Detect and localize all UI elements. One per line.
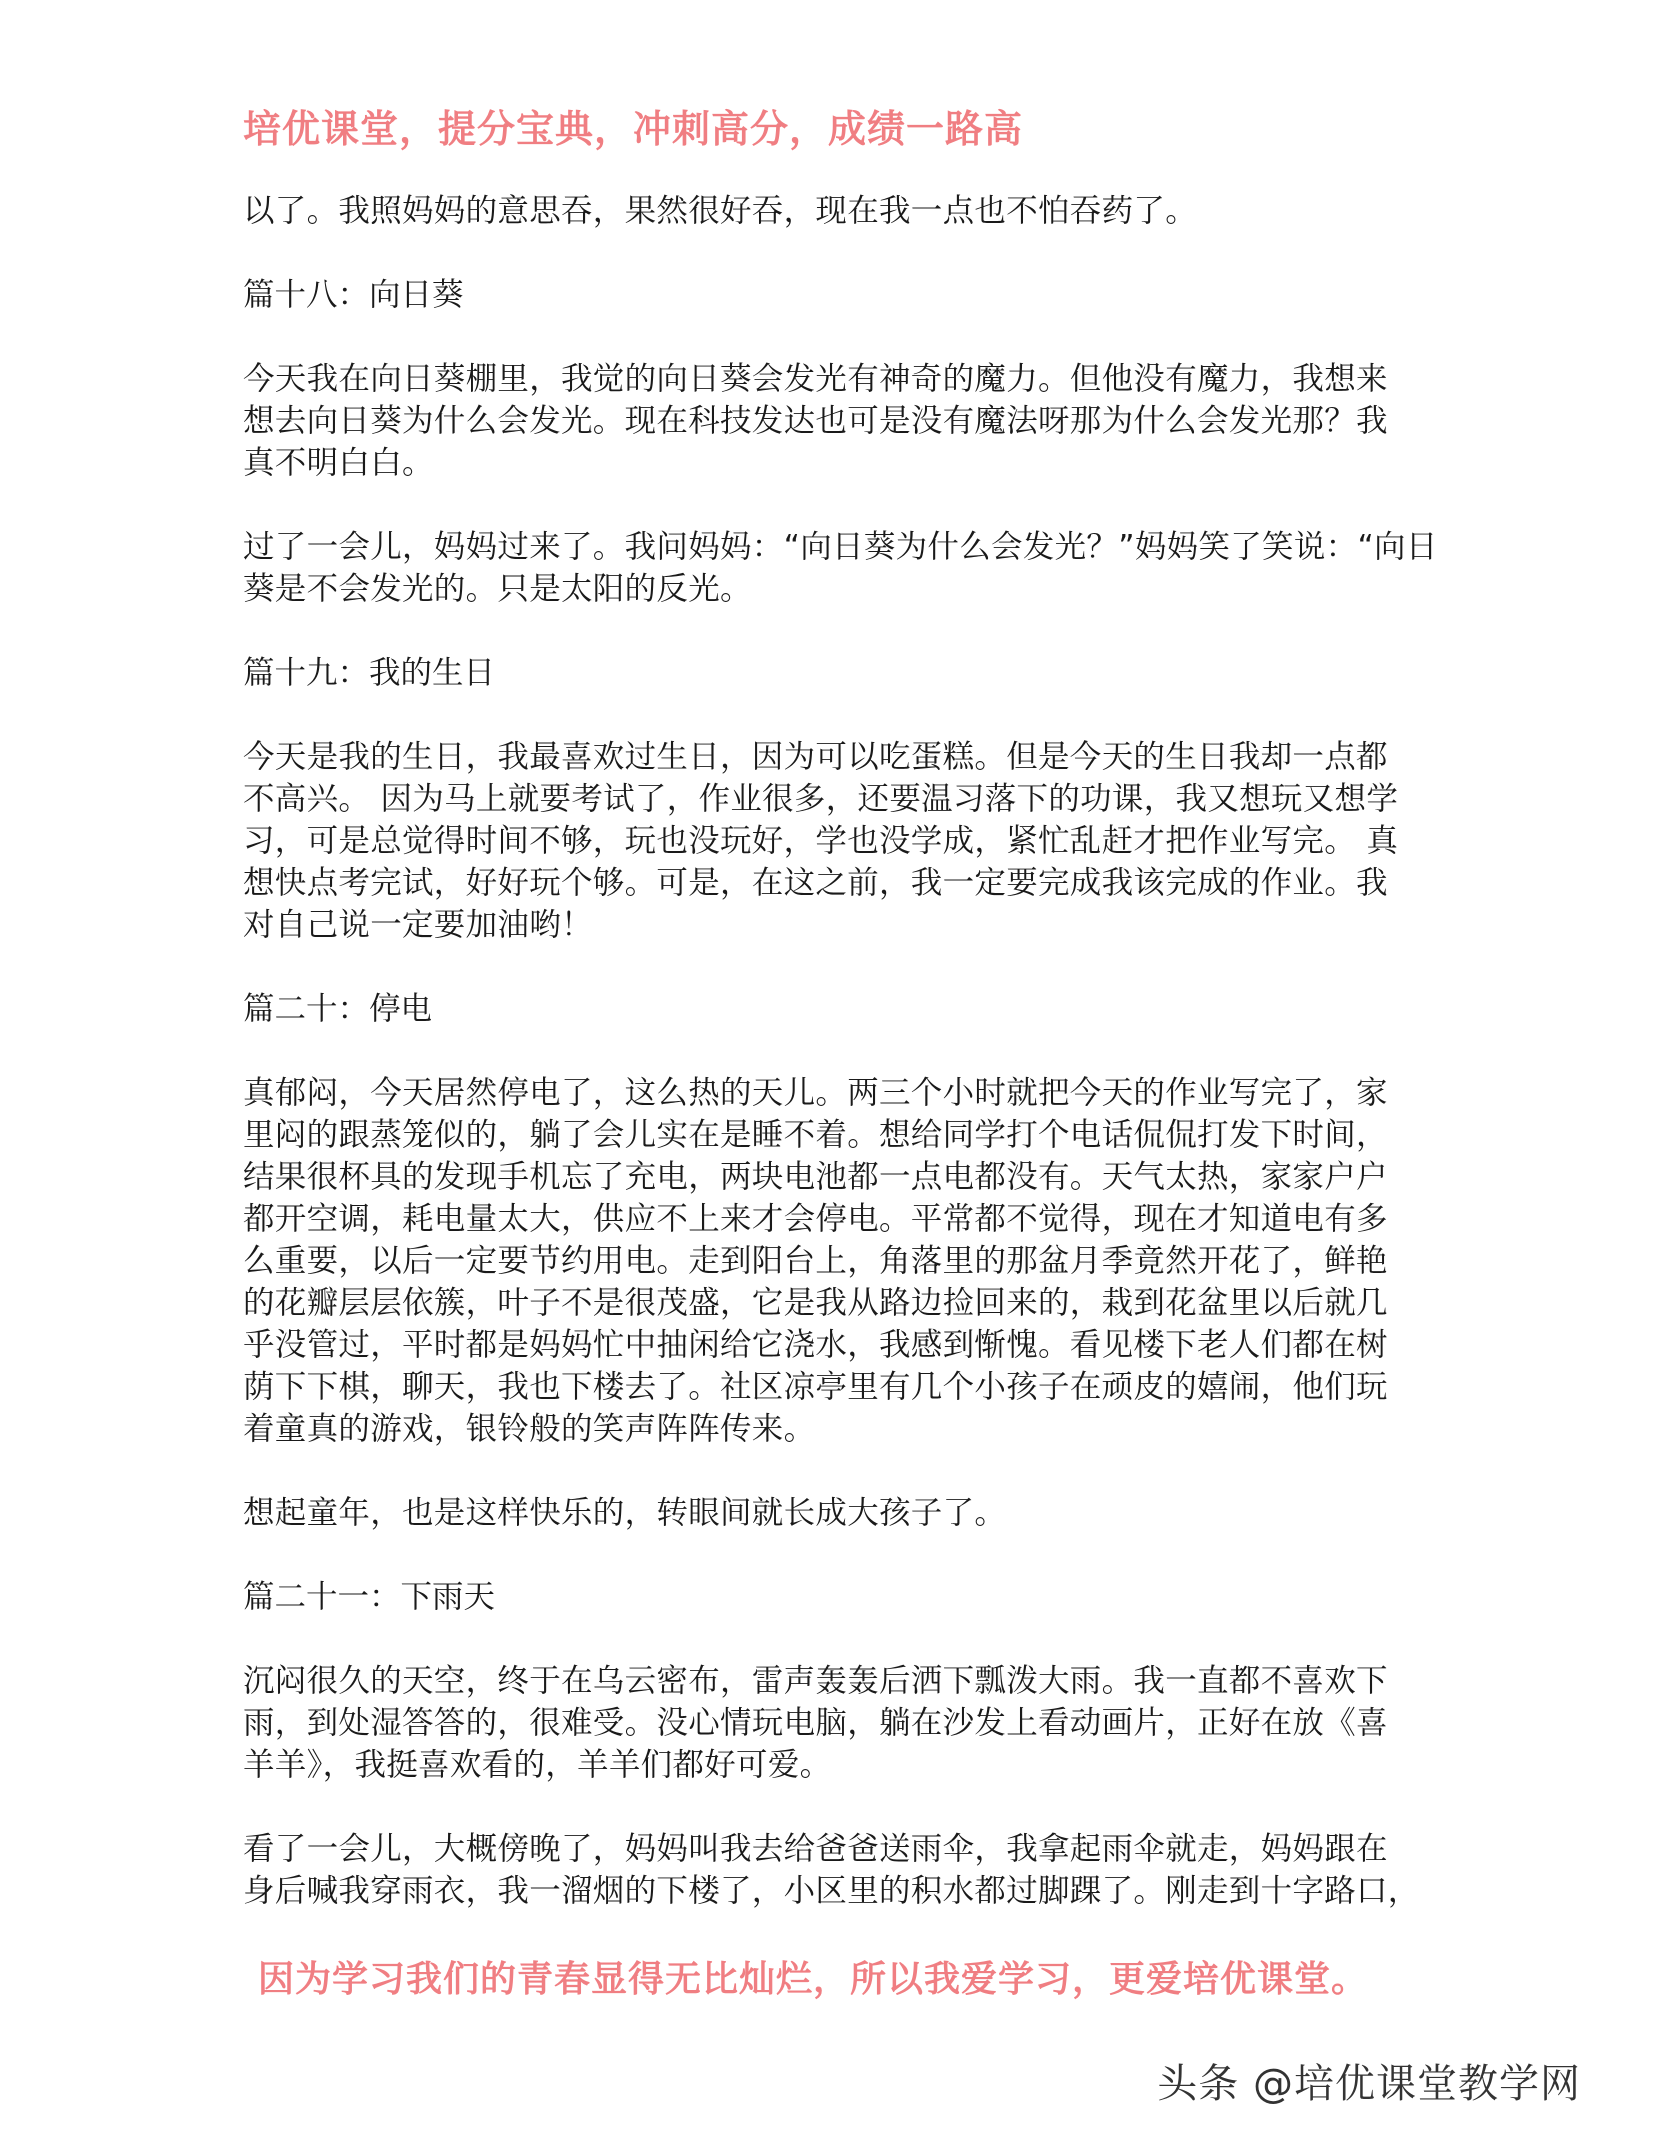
footer-slogan: 因为学习我们的青春显得无比灿烂，所以我爱学习，更爱培优课堂。 — [258, 1959, 1369, 2000]
text-line: 着童真的游戏，银铃般的笑声阵阵传来。 — [243, 1411, 816, 1447]
text-line: 乎没管过，平时都是妈妈忙中抽闲给它浇水，我感到惭愧。看见楼下老人们都在树 — [243, 1327, 1388, 1363]
text-line: 的花瓣层层依簇，叶子不是很茂盛，它是我从路边捡回来的，栽到花盆里以后就几 — [243, 1285, 1388, 1321]
text-line: 想起童年，也是这样快乐的，转眼间就长成大孩子了。 — [243, 1495, 1007, 1531]
text-line: 习，可是总觉得时间不够，玩也没玩好，学也没学成，紧忙乱赶才把作业写完。 真 — [243, 823, 1399, 859]
text-line: 想去向日葵为什么会发光。现在科技发达也可是没有魔法呀那为什么会发光那？我 — [243, 403, 1388, 439]
text-line: 看了一会儿，大概傍晚了，妈妈叫我去给爸爸送雨伞，我拿起雨伞就走，妈妈跟在 — [243, 1831, 1388, 1867]
text-line: 么重要，以后一定要节约用电。走到阳台上，角落里的那盆月季竟然开花了，鲜艳 — [243, 1243, 1388, 1279]
section-title: 篇二十：停电 — [243, 991, 433, 1027]
paragraph — [243, 1492, 1415, 1534]
text-line: 想快点考完试，好好玩个够。可是，在这之前，我一定要完成我该完成的作业。我 — [243, 865, 1388, 901]
watermark: 头条 @培优课堂教学网 — [1157, 2061, 1581, 2107]
text-line: 今天我在向日葵棚里，我觉的向日葵会发光有神奇的魔力。但他没有魔力，我想来 — [243, 361, 1388, 397]
paragraph — [243, 190, 1415, 232]
paragraph — [243, 358, 1415, 484]
paragraph — [243, 1828, 1420, 1912]
text-line: 雨，到处湿答答的，很难受。没心情玩电脑，躺在沙发上看动画片，正好在放《喜 — [243, 1705, 1388, 1741]
paragraph — [243, 1072, 1415, 1450]
article-body — [243, 190, 1438, 1954]
text-line: 荫下下棋，聊天，我也下楼去了。社区凉亭里有几个小孩子在顽皮的嬉闹，他们玩 — [243, 1369, 1388, 1405]
text-line: 沉闷很久的天空，终于在乌云密布，雷声轰轰后洒下瓢泼大雨。我一直都不喜欢下 — [243, 1663, 1388, 1699]
section-title: 篇十八：向日葵 — [243, 277, 464, 313]
text-line: 对自己说一定要加油哟！ — [243, 907, 593, 943]
paragraph — [243, 736, 1415, 946]
text-line: 羊羊》，我挺喜欢看的，羊羊们都好可爱。 — [243, 1747, 832, 1783]
text-line: 不高兴。 因为马上就要考试了，作业很多，还要温习落下的功课，我又想玩又想学 — [243, 781, 1399, 817]
text-line: 今天是我的生日，我最喜欢过生日，因为可以吃蛋糕。但是今天的生日我却一点都 — [243, 739, 1388, 775]
paragraph — [243, 1660, 1415, 1786]
text-line: 结果很杯具的发现手机忘了充电，两块电池都一点电都没有。天气太热，家家户户 — [243, 1159, 1388, 1195]
text-line: 身后喊我穿雨衣，我一溜烟的下楼了，小区里的积水都过脚踝了。刚走到十字路口， — [243, 1873, 1420, 1909]
header-slogan: 培优课堂，提分宝典，冲刺高分，成绩一路高 — [243, 107, 1024, 151]
text-line: 都开空调，耗电量太大，供应不上来才会停电。平常都不觉得，现在才知道电有多 — [243, 1201, 1388, 1237]
section-title: 篇二十一：下雨天 — [243, 1579, 496, 1615]
text-line: 葵是不会发光的。只是太阳的反光。 — [243, 571, 752, 607]
text-line: 过了一会儿，妈妈过来了。我问妈妈：“向日葵为什么会发光？”妈妈笑了笑说：“向日 — [243, 529, 1438, 565]
text-line: 以了。我照妈妈的意思吞，果然很好吞，现在我一点也不怕吞药了。 — [243, 193, 1198, 229]
text-line: 里闷的跟蒸笼似的，躺了会儿实在是睡不着。想给同学打个电话侃侃打发下时间， — [243, 1117, 1388, 1153]
text-line: 真郁闷，今天居然停电了，这么热的天儿。两三个小时就把今天的作业写完了，家 — [243, 1075, 1388, 1111]
section-title: 篇十九：我的生日 — [243, 655, 496, 691]
paragraph — [243, 526, 1438, 610]
text-line: 真不明白白。 — [243, 445, 434, 481]
